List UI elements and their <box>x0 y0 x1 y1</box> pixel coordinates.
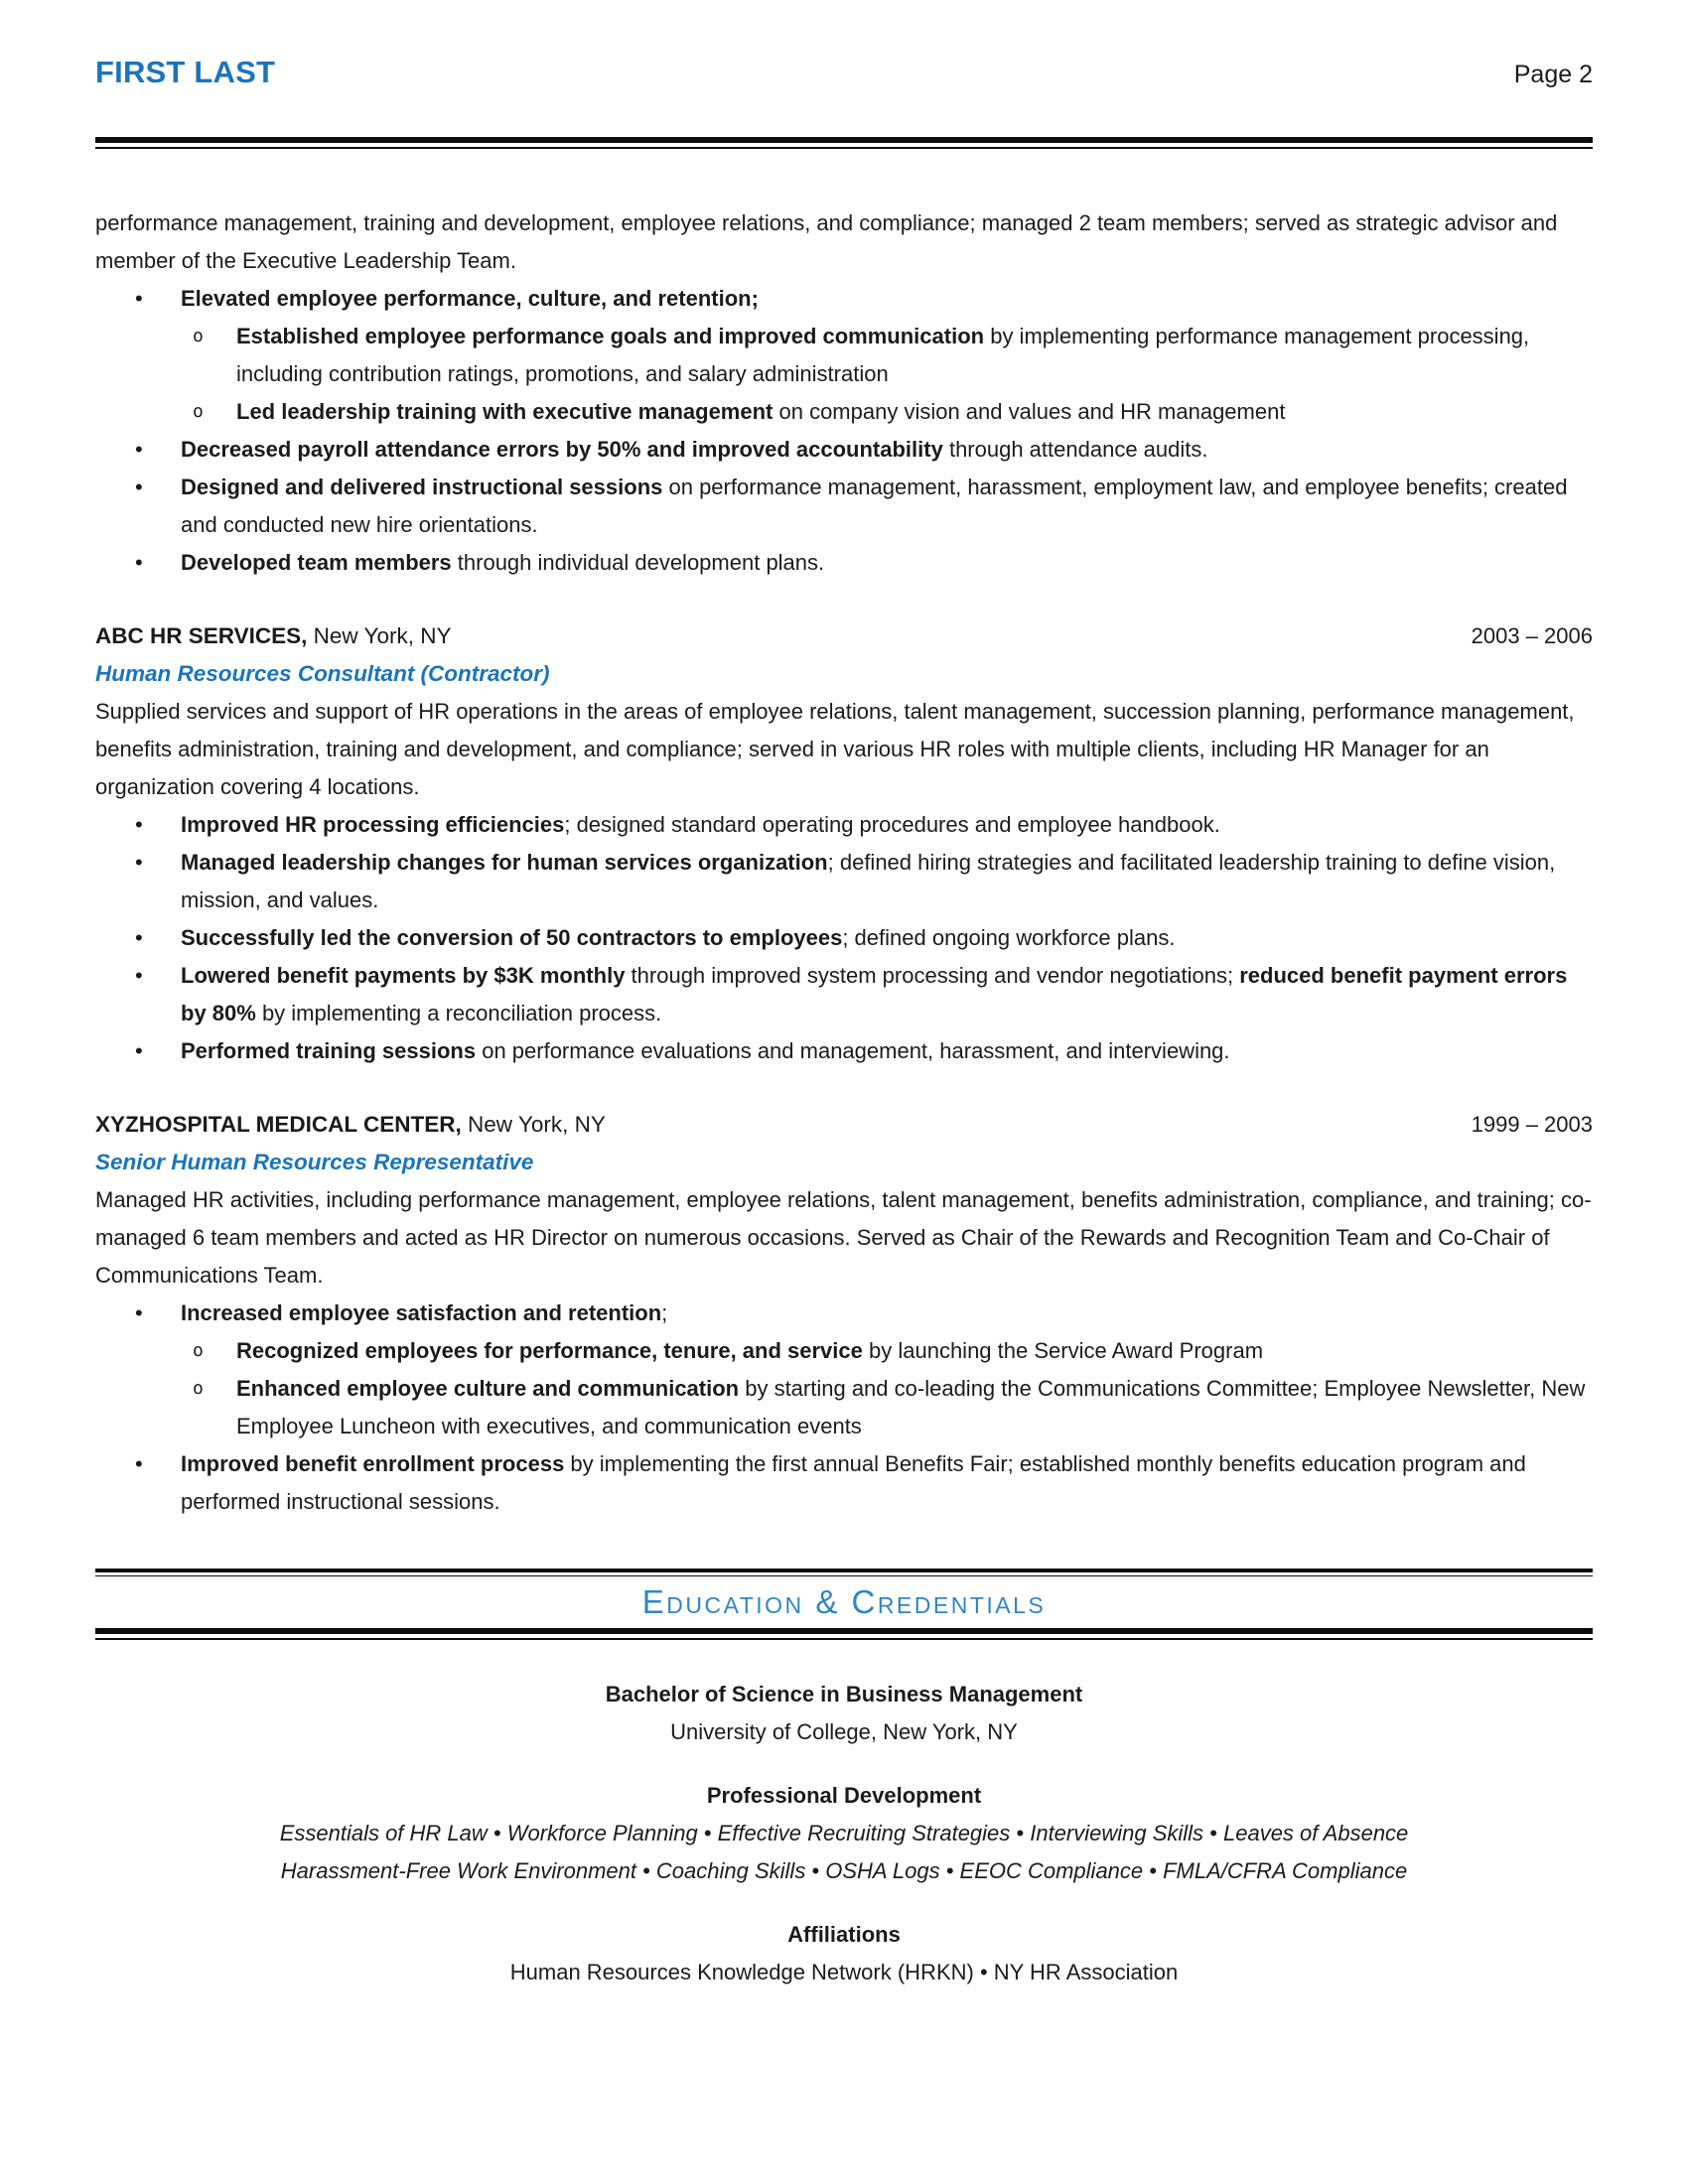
resume-name: FIRST LAST <box>95 55 276 89</box>
bullet-text: Lowered benefit payments by $3K monthly through improved system processing and vendor negotiations; reduced benefit payment errors by 80% by implementing a reconciliation process. <box>181 963 1568 1025</box>
bullet-item <box>135 469 1593 544</box>
company-line <box>95 617 451 655</box>
bullet-item <box>135 544 1593 582</box>
affiliations-line: Human Resources Knowledge Network (HRKN) • NY HR Association <box>509 1960 1179 1984</box>
bullet-circle-icon: o <box>193 401 204 422</box>
affiliations-title: Affiliations <box>787 1922 901 1947</box>
bullet-text: Successfully led the conversion of 50 contractors to employees; defined ongoing workforce plans. <box>181 925 1176 950</box>
bullet-item <box>135 280 1593 318</box>
bullet-item <box>193 1332 1593 1370</box>
role-summary-continued: performance management, training and development, employee relations, and compliance; managed 2 team members; served as strategic advisor and member of the Executive Leadership Team. <box>95 210 1558 273</box>
bullet-text: Elevated employee performance, culture, and retention; <box>181 286 759 311</box>
bullet-item <box>135 1032 1593 1070</box>
bullet-text: Established employee performance goals and improved communication by implementing performance management processing, including contribution ratings, promotions, and salary administration <box>236 324 1530 386</box>
bullet-dot-icon: • <box>135 963 143 988</box>
job-title: Human Resources Consultant (Contractor) <box>95 661 550 686</box>
bullet-dot-icon: • <box>135 550 143 575</box>
bullet-dot-icon: • <box>135 925 143 950</box>
education-content <box>95 1676 1593 1991</box>
bullet-text: Developed team members through individual development plans. <box>181 550 825 575</box>
professional-development-line: Essentials of HR Law • Workforce Planning • Effective Recruiting Strategies • Interviewing Skills • Leaves of Absence <box>279 1821 1409 1845</box>
job-entry-abc <box>95 617 1593 1070</box>
job-title: Senior Human Resources Representative <box>95 1150 534 1174</box>
bullet-dot-icon: • <box>135 286 143 311</box>
job-header <box>95 1106 1593 1144</box>
bullet-text: Designed and delivered instructional sessions on performance management, harassment, employment law, and employee benefits; created and conducted new hire orientations. <box>181 475 1568 537</box>
bullet-text: Led leadership training with executive management on company vision and values and HR management <box>236 399 1286 424</box>
page-header <box>95 56 1593 89</box>
job-dates: 2003 – 2006 <box>1471 623 1593 648</box>
bullet-circle-icon: o <box>193 326 204 346</box>
job-summary: Supplied services and support of HR operations in the areas of employee relations, talent management, succession planning, performance management, benefits administration, training and development, and compliance; served in various HR roles with multiple clients, including HR Manager for an organization covering 4 locations. <box>95 699 1575 799</box>
bullet-dot-icon: • <box>135 1300 143 1325</box>
job-header <box>95 617 1593 655</box>
company-location: New York, NY <box>461 1112 606 1137</box>
professional-development-title: Professional Development <box>706 1783 982 1808</box>
section-divider-top <box>95 1569 1593 1576</box>
bullet-text: Recognized employees for performance, tenure, and service by launching the Service Award Program <box>236 1338 1264 1363</box>
company-name: ABC HR SERVICES, <box>95 623 308 648</box>
job-entry-xyz <box>95 1106 1593 1521</box>
school-name: University of College, New York, NY <box>670 1719 1018 1744</box>
bullet-item <box>135 1295 1593 1332</box>
bullet-circle-icon: o <box>193 1340 204 1361</box>
bullet-item <box>135 919 1593 957</box>
bullet-item <box>135 957 1593 1032</box>
bullet-dot-icon: • <box>135 850 143 875</box>
company-line <box>95 1106 606 1144</box>
bullet-item <box>135 1445 1593 1521</box>
bullet-dot-icon: • <box>135 812 143 837</box>
bullet-item <box>193 1370 1593 1445</box>
bullet-item <box>193 393 1593 431</box>
bullet-item <box>135 431 1593 469</box>
professional-development-line: Harassment-Free Work Environment • Coaching Skills • OSHA Logs • EEOC Compliance • FMLA/CFRA Compliance <box>280 1858 1408 1883</box>
section-title-education: Education & Credentials <box>641 1583 1047 1620</box>
bullet-item <box>135 806 1593 844</box>
bullet-item <box>135 844 1593 919</box>
bullet-dot-icon: • <box>135 437 143 462</box>
bullet-item <box>193 318 1593 393</box>
job-summary: Managed HR activities, including performance management, employee relations, talent management, benefits administration, compliance, and training; co-managed 6 team members and acted as HR Director on numerous occasions. Served as Chair of the Rewards and Recognition Team and Co-Chair of Communications Team. <box>95 1187 1592 1288</box>
bullet-text: Increased employee satisfaction and retention; <box>181 1300 668 1325</box>
bullet-text: Enhanced employee culture and communication by starting and co-leading the Communications Committee; Employee Newsletter, New Employee Luncheon with executives, and communication events <box>236 1376 1586 1438</box>
bullet-text: Decreased payroll attendance errors by 50% and improved accountability through attendance audits. <box>181 437 1208 462</box>
bullet-text: Improved HR processing efficiencies; designed standard operating procedures and employee handbook. <box>181 812 1220 837</box>
section-divider-bottom <box>95 1628 1593 1640</box>
job-dates: 1999 – 2003 <box>1471 1112 1593 1137</box>
company-location: New York, NY <box>307 623 452 648</box>
degree-name: Bachelor of Science in Business Management <box>605 1682 1083 1706</box>
bullet-dot-icon: • <box>135 1038 143 1063</box>
header-divider <box>95 137 1593 149</box>
page-number: Page 2 <box>1513 61 1593 88</box>
bullet-dot-icon: • <box>135 475 143 499</box>
bullet-dot-icon: • <box>135 1451 143 1476</box>
bullet-text: Managed leadership changes for human services organization; defined hiring strategies and facilitated leadership training to define vision, mission, and values. <box>181 850 1556 912</box>
company-name: XYZHOSPITAL MEDICAL CENTER, <box>95 1112 462 1137</box>
bullet-circle-icon: o <box>193 1378 204 1399</box>
bullet-text: Performed training sessions on performance evaluations and management, harassment, and interviewing. <box>181 1038 1230 1063</box>
bullet-text: Improved benefit enrollment process by implementing the first annual Benefits Fair; established monthly benefits education program and performed instructional sessions. <box>181 1451 1526 1514</box>
